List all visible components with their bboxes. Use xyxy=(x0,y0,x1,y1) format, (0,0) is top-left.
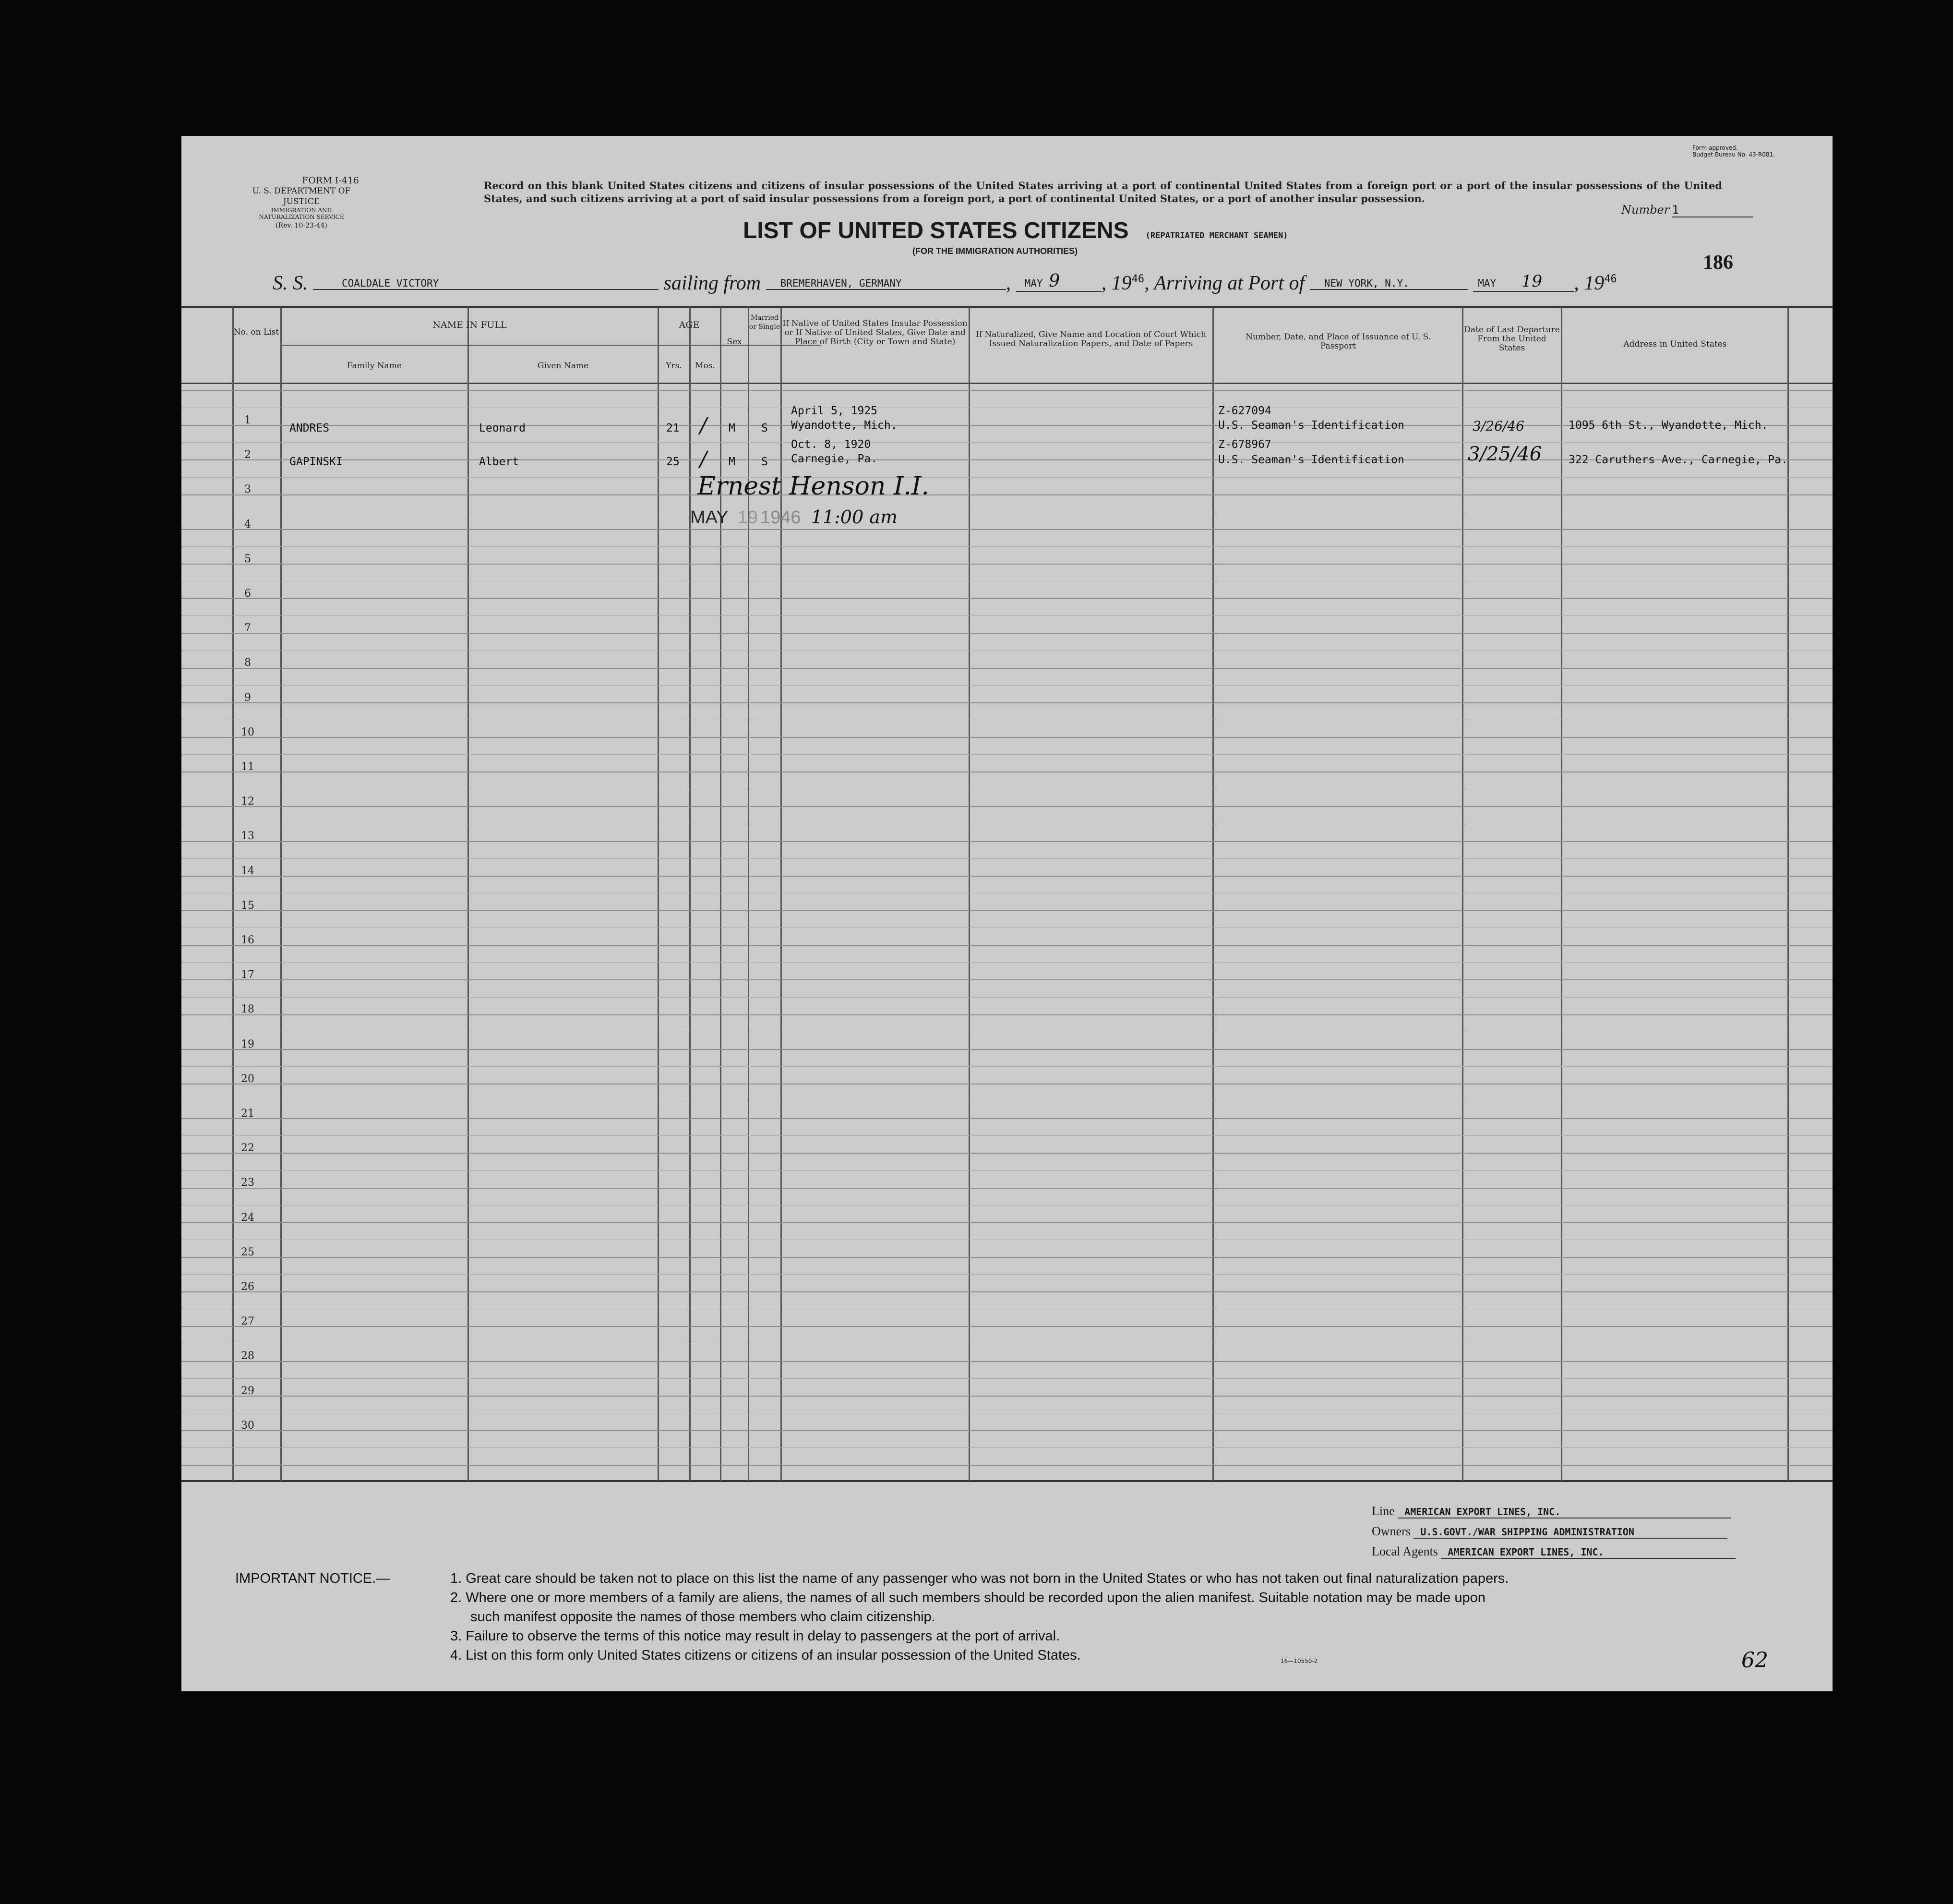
arrival-port: NEW YORK, N.Y. xyxy=(1310,277,1468,290)
row-number: 2 xyxy=(244,449,251,461)
stamp-year: 1946 xyxy=(760,507,801,528)
row-rule xyxy=(181,1396,1833,1397)
row-half-rule xyxy=(181,1447,1833,1448)
arrival-month: MAY xyxy=(1478,277,1497,289)
row-rule xyxy=(181,841,1833,842)
owners-label: Owners xyxy=(1372,1524,1411,1538)
agency-service: IMMIGRATION AND NATURALIZATION SERVICE xyxy=(259,207,344,220)
line-owners-block xyxy=(1372,1504,1746,1565)
row-rule xyxy=(181,1361,1833,1362)
row-rule xyxy=(181,702,1833,703)
row-number: 21 xyxy=(241,1108,254,1120)
depart-day: 9 xyxy=(1049,271,1060,291)
row-rule xyxy=(181,806,1833,807)
line-label: Line xyxy=(1372,1504,1395,1518)
row-number: 1 xyxy=(244,414,251,426)
row-half-rule xyxy=(181,1135,1833,1136)
approval-line: Form approved. xyxy=(1692,145,1738,151)
row1-departure-date: 3/26/46 xyxy=(1473,418,1524,434)
col-married-header: Married or Single xyxy=(749,314,780,331)
row2-family-name: GAPINSKI xyxy=(289,456,343,468)
row-number: 15 xyxy=(241,900,254,912)
row-rule xyxy=(181,564,1833,565)
row-number: 17 xyxy=(241,969,254,981)
page-title: LIST OF UNITED STATES CITIZENS xyxy=(743,218,1129,243)
notice-title: IMPORTANT NOTICE.— xyxy=(235,1571,390,1586)
row-number: 14 xyxy=(241,865,254,877)
agents-label: Local Agents xyxy=(1372,1544,1438,1558)
row-half-rule xyxy=(181,442,1833,443)
form-revision: (Rev. 10-23-44) xyxy=(276,222,327,229)
row1-age-mos: / xyxy=(700,413,707,438)
row2-sex: M xyxy=(729,456,735,468)
row-number: 4 xyxy=(244,518,251,530)
row-number: 12 xyxy=(241,795,254,807)
row1-address: 1095 6th St., Wyandotte, Mich. xyxy=(1569,419,1768,432)
arriving-label: Arriving at Port of xyxy=(1154,272,1305,294)
row-rule xyxy=(181,876,1833,877)
row-number: 29 xyxy=(241,1385,254,1397)
row-rule xyxy=(181,771,1833,772)
row1-family-name: ANDRES xyxy=(289,422,330,434)
agents-field xyxy=(1372,1544,1746,1565)
arrival-year: 46 xyxy=(1604,273,1617,285)
row-rule xyxy=(181,1153,1833,1154)
row-rule xyxy=(181,1188,1833,1189)
manifest-sheet xyxy=(181,136,1833,1691)
row-half-rule xyxy=(181,858,1833,859)
row-half-rule xyxy=(181,546,1833,547)
inspector-signature: Ernest Henson I.I. xyxy=(697,472,929,501)
col-departure-header: Date of Last Departure From the United States xyxy=(1464,325,1560,353)
col-yrs-header: Yrs. xyxy=(666,361,682,371)
from-port: BREMERHAVEN, GERMANY xyxy=(766,277,1006,290)
row-rule xyxy=(181,1084,1833,1085)
row-number: 13 xyxy=(241,830,254,842)
row-number: 22 xyxy=(241,1142,254,1154)
row-number: 9 xyxy=(244,692,251,704)
arrival-stamp xyxy=(690,506,898,528)
row-half-rule xyxy=(181,1066,1833,1067)
depart-year-prefix: 19 xyxy=(1111,272,1132,294)
row-number: 18 xyxy=(241,1003,254,1015)
arrival-year-prefix: 19 xyxy=(1584,272,1605,294)
col-sex-header: Sex xyxy=(727,337,742,347)
col-no-header: No. on List xyxy=(233,327,279,337)
row-half-rule xyxy=(181,1170,1833,1171)
col-birth-header: If Native of United States Insular Possession or If Native of United States, Give Date and Place of Birth (City or Town and State) xyxy=(782,319,968,347)
row-number: 28 xyxy=(241,1350,254,1362)
owners-field xyxy=(1372,1524,1746,1544)
corner-mark: 62 xyxy=(1741,1648,1768,1673)
row-half-rule xyxy=(181,962,1833,963)
row-number: 10 xyxy=(241,726,254,738)
row-rule xyxy=(181,1118,1833,1119)
row-rule xyxy=(181,945,1833,946)
row2-given-name: Albert xyxy=(479,456,519,468)
notice-item-4: 4. List on this form only United States citizens or citizens of an insular possession of the United States. xyxy=(450,1648,1081,1663)
ss-label: S. S. xyxy=(273,272,308,294)
row-number: 6 xyxy=(244,588,251,600)
row-rule xyxy=(181,494,1833,495)
row-half-rule xyxy=(181,1274,1833,1275)
manifest-table xyxy=(181,136,1833,1528)
stamp-month: MAY xyxy=(690,507,729,528)
page-number: 186 xyxy=(1703,252,1733,274)
row-rule xyxy=(181,390,1833,391)
row-number: 27 xyxy=(241,1315,254,1327)
row2-address: 322 Caruthers Ave., Carnegie, Pa. xyxy=(1569,454,1788,466)
row1-sex: M xyxy=(729,422,735,434)
row-rule xyxy=(181,598,1833,599)
owners-value: U.S.GOVT./WAR SHIPPING ADMINISTRATION xyxy=(1414,1526,1727,1539)
row-number: 24 xyxy=(241,1212,254,1224)
page-subtitle: (FOR THE IMMIGRATION AUTHORITIES) xyxy=(912,246,1078,256)
row-rule xyxy=(181,1222,1833,1223)
notice-item-2: 2. Where one or more members of a family are aliens, the names of all such members should be recorded upon the alien manifest. Suitable notation may be made upon xyxy=(450,1590,1486,1605)
row-half-rule xyxy=(181,685,1833,686)
row-rule xyxy=(181,910,1833,911)
row-rule xyxy=(181,1257,1833,1258)
row-rule xyxy=(181,633,1833,634)
row-number: 16 xyxy=(241,934,254,946)
arrival-day: 19 xyxy=(1521,272,1543,291)
form-instruction: Record on this blank United States citizens and citizens of insular possessions of the United States arriving at a port of continental United States from a foreign port or a port of the insular possessions of the United States, and such citizens arriving at a port of said insular possessions from a foreign port, a port of continental United States, or a port of another insular possession. xyxy=(484,180,1722,205)
row-rule xyxy=(181,1014,1833,1015)
col-age-header: AGE xyxy=(679,320,700,330)
important-notice xyxy=(235,1569,1790,1665)
row2-passport-type: U.S. Seaman's Identification xyxy=(1218,454,1404,466)
depart-month: MAY xyxy=(1024,277,1043,289)
stamp-day: 19 xyxy=(737,507,758,528)
voyage-line: S. S. COALDALE VICTORY sailing from BREMERHAVEN, GERMANY , MAY 9 , $19^{46}$, Arriving at Port of NEW YORK, N.Y. MAY 19 , $19^{46}$ xyxy=(273,271,1617,294)
row-number: 5 xyxy=(244,553,251,565)
line-field xyxy=(1372,1504,1746,1524)
row-number: 30 xyxy=(241,1420,254,1432)
row2-passport-number: Z-678967 xyxy=(1218,438,1271,451)
title-note: (REPATRIATED MERCHANT SEAMEN) xyxy=(1145,231,1288,241)
form-id: FORM I-416 xyxy=(302,175,359,186)
row-rule xyxy=(181,979,1833,980)
line-value: AMERICAN EXPORT LINES, INC. xyxy=(1398,1506,1731,1518)
row-rule xyxy=(181,668,1833,669)
col-passport-header: Number, Date, and Place of Issuance of U. S. Passport xyxy=(1246,332,1431,351)
col-given-name-header: Given Name xyxy=(537,361,589,371)
row-number: 11 xyxy=(241,761,254,773)
row2-age-mos: / xyxy=(700,447,707,471)
row-half-rule xyxy=(181,1378,1833,1379)
row2-marital: S xyxy=(761,456,768,468)
vessel-name: COALDALE VICTORY xyxy=(313,277,659,290)
row-number: 23 xyxy=(241,1177,254,1189)
notice-item-1: 1. Great care should be taken not to place on this list the name of any passenger who was not born in the United States or who has not taken out final naturalization papers. xyxy=(450,1571,1509,1586)
row-half-rule xyxy=(181,754,1833,755)
row-number: 26 xyxy=(241,1281,254,1293)
row1-passport-number: Z-627094 xyxy=(1218,405,1271,417)
budget-bureau-line: Budget Bureau No. 43-R081. xyxy=(1692,151,1775,158)
row-half-rule xyxy=(181,615,1833,616)
sailing-label: sailing from xyxy=(663,272,761,294)
row2-departure-date: 3/25/46 xyxy=(1468,443,1542,465)
row-rule xyxy=(181,1430,1833,1431)
row-rule xyxy=(181,529,1833,530)
row2-age-yrs: 25 xyxy=(666,456,680,468)
row-half-rule xyxy=(181,997,1833,998)
number-value: 1 xyxy=(1672,203,1753,217)
stamp-time: 11:00 am xyxy=(811,506,898,528)
number-label: Number xyxy=(1621,203,1670,217)
row-number: 3 xyxy=(244,483,251,495)
row-rule xyxy=(181,1291,1833,1292)
row1-passport-type: U.S. Seaman's Identification xyxy=(1218,419,1404,432)
col-mos-header: Mos. xyxy=(695,361,715,371)
row-half-rule xyxy=(181,477,1833,478)
row1-given-name: Leonard xyxy=(479,422,526,434)
row1-birth-date: April 5, 1925 xyxy=(791,405,878,417)
row-number: 20 xyxy=(241,1073,254,1085)
row-rule xyxy=(181,1326,1833,1327)
row-number: 7 xyxy=(244,622,251,634)
row1-birth-place: Wyandotte, Mich. xyxy=(791,419,898,432)
col-name-header: NAME IN FULL xyxy=(432,320,507,330)
bottom-form-code: 16—10550-2 xyxy=(1281,1658,1318,1664)
row-rule xyxy=(181,1465,1833,1466)
row-number: 8 xyxy=(244,657,251,669)
row-rule xyxy=(181,1049,1833,1050)
row2-birth-date: Oct. 8, 1920 xyxy=(791,438,871,451)
agency-name: U. S. DEPARTMENT OF JUSTICE xyxy=(252,186,351,206)
row2-birth-place: Carnegie, Pa. xyxy=(791,453,878,465)
row-number: 25 xyxy=(241,1246,254,1258)
row-rule xyxy=(181,737,1833,738)
col-naturalized-header: If Naturalized, Give Name and Location of Court Which Issued Naturalization Papers, and Date of Papers xyxy=(976,330,1206,349)
row-number: 19 xyxy=(241,1038,254,1050)
col-family-name-header: Family Name xyxy=(347,361,402,371)
row1-age-yrs: 21 xyxy=(666,422,680,434)
agents-value: AMERICAN EXPORT LINES, INC. xyxy=(1441,1546,1736,1559)
depart-year: 46 xyxy=(1131,273,1145,285)
notice-item-3: 3. Failure to observe the terms of this notice may result in delay to passengers at the port of arrival. xyxy=(450,1628,1060,1644)
row1-marital: S xyxy=(761,422,768,434)
col-address-header: Address in United States xyxy=(1623,339,1727,349)
notice-item-2-cont: such manifest opposite the names of those members who claim citizenship. xyxy=(470,1609,935,1625)
